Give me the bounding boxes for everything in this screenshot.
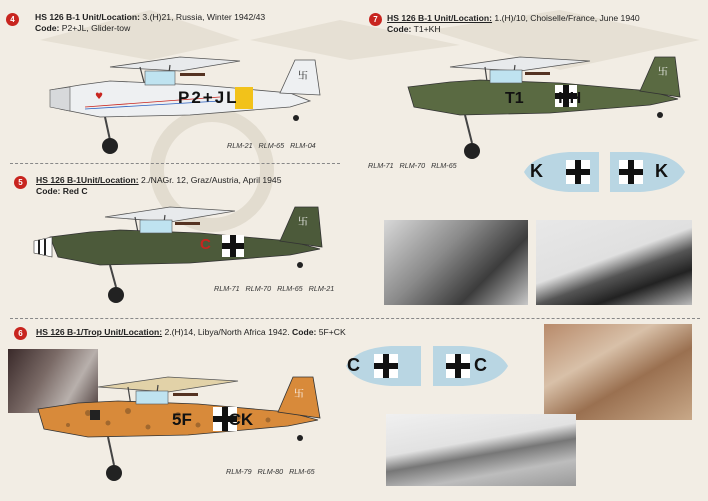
wing-marking-right-6 [428, 344, 518, 389]
profile-number-badge: 7 [369, 13, 382, 26]
profile-location: 3.(H)21, Russia, Winter 1942/43 [140, 12, 266, 22]
historical-photo [536, 220, 692, 305]
svg-text:卐: 卐 [658, 67, 668, 78]
profile-location: 2.(H)14, Libya/North Africa 1942. [162, 327, 290, 337]
profile-number-badge: 6 [14, 327, 27, 340]
code-label: Code: Red C [36, 186, 88, 196]
profile-number-badge: 5 [14, 176, 27, 189]
profile-title: HS 126 B-1/Trop Unit/Location: [36, 327, 163, 337]
profile-number-badge: 4 [6, 13, 19, 26]
svg-text:卐: 卐 [298, 71, 308, 82]
code-label: Code: [35, 23, 60, 33]
wing-letter: C [474, 355, 487, 375]
code-value: P2+JL, Glider-tow [59, 23, 131, 33]
profile-location: 1.(H)/10, Choiselle/France, June 1940 [492, 13, 640, 23]
wing-letter: C [347, 355, 360, 375]
fuselage-code: P2+JL [178, 88, 239, 107]
wing-marking-right-7 [605, 150, 695, 195]
profile-title: HS 126 B-1 Unit/Location: [35, 12, 141, 22]
profile-7-heading [387, 13, 640, 35]
fuselage-code: T1 KH [505, 90, 582, 107]
svg-text:卐: 卐 [298, 217, 308, 228]
historical-photo [386, 414, 576, 486]
rlm-colors: RLM-79 RLM-80 RLM-65 [226, 467, 315, 476]
code-value: T1+KH [411, 24, 441, 34]
fuselage-code: 5F CK [172, 410, 254, 429]
fuselage-code: C [200, 236, 211, 253]
divider-middle [10, 318, 700, 319]
historical-photo [544, 324, 692, 420]
profile-location: 2./NAGr. 12, Graz/Austria, April 1945 [138, 175, 282, 185]
divider-top-left [10, 163, 340, 164]
rlm-colors: RLM-71 RLM-70 RLM-65 RLM-21 [214, 284, 335, 293]
svg-text:卐: 卐 [294, 389, 304, 400]
rlm-colors: RLM-21 RLM-65 RLM-04 [227, 141, 316, 150]
code-label: Code: [387, 24, 412, 34]
wing-letter: K [530, 161, 543, 181]
profile-title: HS 126 B-1Unit/Location: [36, 175, 139, 185]
rlm-colors: RLM-71 RLM-70 RLM-65 [368, 161, 457, 170]
profile-6-heading [36, 327, 346, 338]
wing-marking-left-7 [514, 150, 604, 195]
profile-4-heading [35, 12, 265, 34]
historical-photo [384, 220, 528, 305]
svg-text:♥: ♥ [95, 92, 104, 102]
wing-letter: K [655, 161, 668, 181]
code-value: 5F+CK [316, 327, 346, 337]
profile-5-heading [36, 175, 282, 197]
profile-title: HS 126 B-1 Unit/Location: [387, 13, 493, 23]
code-label: Code: [292, 327, 317, 337]
